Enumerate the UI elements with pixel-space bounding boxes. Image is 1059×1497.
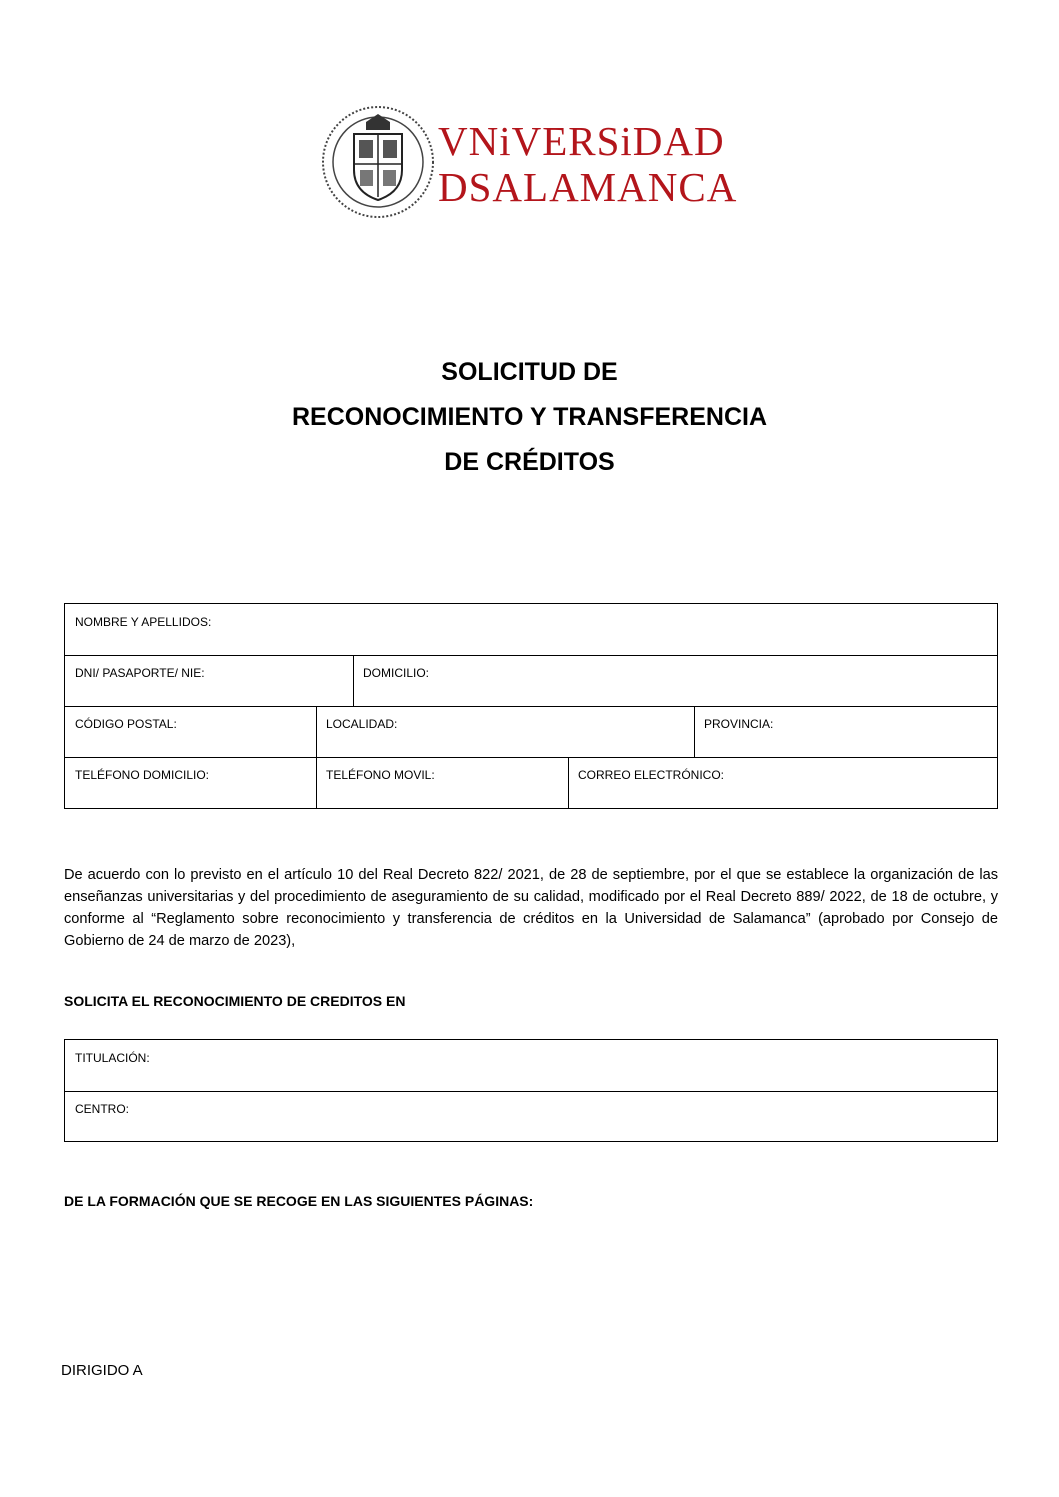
- university-logo: [320, 104, 740, 220]
- university-seal-icon: [320, 104, 436, 220]
- telefono-movil-label: TELÉFONO MOVIL:: [326, 768, 435, 782]
- legal-paragraph: De acuerdo con lo previsto en el artículo 10 del Real Decreto 822/ 2021, de 28 de septiembre, por el que se establece la organización de las enseñanzas universitarias y del procedimiento de aseguramiento de su calidad, modificado por el Real Decreto 889/ 2022, de 18 de octubre, y conforme al “Reglamento sobre reconocimiento y transferencia de créditos en la Universidad de Salamanca” (aprobado por Consejo de Gobierno de 24 de marzo de 2023),: [64, 867, 998, 949]
- centro-field[interactable]: [65, 1091, 997, 1141]
- telefono-domicilio-field[interactable]: [65, 757, 316, 809]
- dni-label: DNI/ PASAPORTE/ NIE:: [75, 666, 205, 680]
- domicilio-field[interactable]: [353, 655, 997, 706]
- titulacion-label: TITULACIÓN:: [75, 1051, 150, 1065]
- codigo-postal-field[interactable]: [65, 706, 316, 757]
- title-line-1: SOLICITUD DE: [441, 358, 618, 386]
- dirigido-label: DIRIGIDO A: [61, 1362, 143, 1379]
- telefono-movil-field[interactable]: [316, 757, 568, 809]
- titulacion-field[interactable]: [65, 1040, 997, 1091]
- wordmark-line-2: DSALAMANCA: [438, 164, 738, 210]
- telefono-domicilio-label: TELÉFONO DOMICILIO:: [75, 768, 210, 782]
- study-form: [64, 1039, 998, 1142]
- provincia-field[interactable]: [694, 706, 997, 757]
- localidad-field[interactable]: [316, 706, 694, 757]
- personal-data-form: [64, 603, 998, 809]
- wordmark-line-1: VNiVERSiDAD: [438, 118, 725, 164]
- formacion-heading: DE LA FORMACIÓN QUE SE RECOGE EN LAS SIGUIENTES PÁGINAS:: [64, 1193, 534, 1209]
- codigo-postal-label: CÓDIGO POSTAL:: [75, 717, 177, 731]
- localidad-label: LOCALIDAD:: [326, 717, 398, 731]
- title-line-3: DE CRÉDITOS: [444, 448, 615, 476]
- centro-label: CENTRO:: [75, 1102, 129, 1116]
- dni-field[interactable]: [65, 655, 353, 706]
- document-title: [0, 350, 1059, 485]
- correo-label: CORREO ELECTRÓNICO:: [578, 768, 725, 782]
- correo-field[interactable]: [568, 757, 997, 809]
- solicita-heading: SOLICITA EL RECONOCIMIENTO DE CREDITOS EN: [64, 993, 406, 1009]
- nombre-field[interactable]: [65, 604, 997, 655]
- university-wordmark: [438, 118, 738, 210]
- nombre-label: NOMBRE Y APELLIDOS:: [75, 615, 212, 629]
- title-line-2: RECONOCIMIENTO Y TRANSFERENCIA: [291, 403, 768, 431]
- domicilio-label: DOMICILIO:: [363, 666, 430, 680]
- provincia-label: PROVINCIA:: [704, 717, 774, 731]
